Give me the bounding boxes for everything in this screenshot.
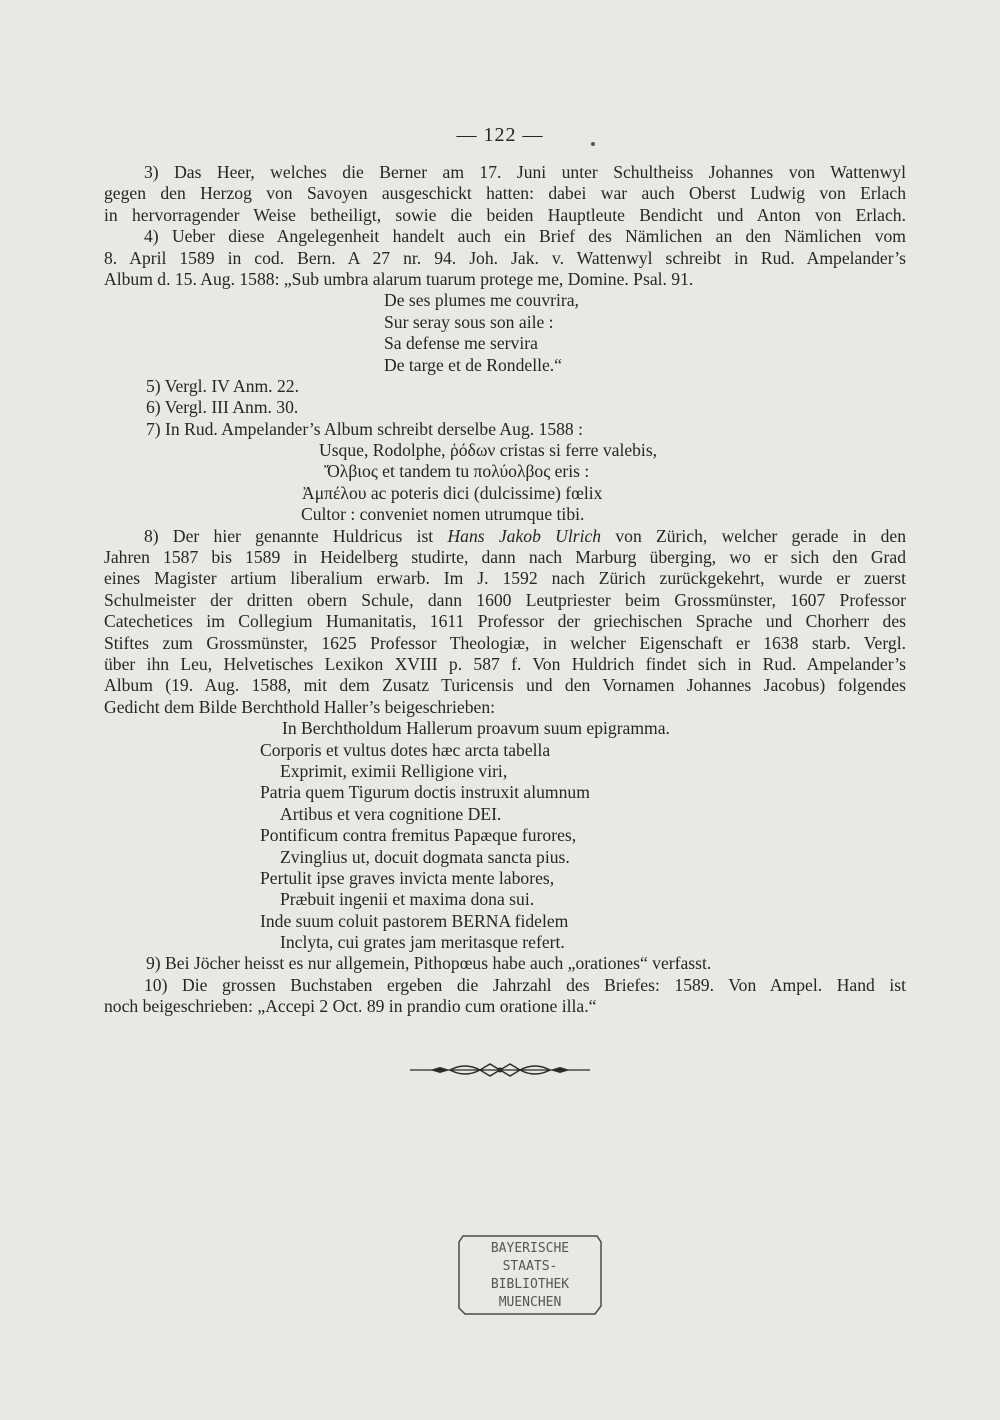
footnote-10-line-1: 10) Die grossen Buchstaben ergeben die Jahrzahl des Briefes: 1589. Von Ampel. Hand ist	[144, 974, 906, 995]
epigram-line: Pertulit ipse graves invicta mente labores,	[260, 867, 555, 888]
footnote-9: 9) Bei Jöcher heisst es nur allgemein, Pithopœus habe auch „orationes“ verfasst.	[146, 953, 712, 974]
stamp-line-3: BIBLIOTHEK	[490, 1277, 570, 1292]
footnote-3-line-3: in hervorragender Weise betheiligt, sowie die beiden Hauptleute Bendicht und Anton von Erlach.	[104, 204, 906, 225]
stamp-line-1: BAYERISCHE	[490, 1241, 570, 1256]
stamp-line-4: MUENCHEN	[498, 1295, 562, 1310]
footnote-5: 5) Vergl. IV Anm. 22.	[146, 375, 299, 396]
footnote-8-intro: 8) Der hier genannte Huldricus ist	[144, 525, 434, 546]
epigram-title: In Berchtholdum Hallerum proavum suum epigramma.	[282, 718, 670, 739]
verse-line: Ἀμπέλου ac poteris dici (dulcissime) fœlix	[302, 482, 603, 503]
footnote-8-line: Schulmeister der dritten obern Schule, dann 1600 Leutpriester beim Grossmünster, 1607 Professor	[104, 589, 906, 610]
epigram-line: Exprimit, eximii Relligione viri,	[280, 760, 508, 781]
footnote-8-line: Album (19. Aug. 1588, mit dem Zusatz Turicensis und den Vornamen Johannes Jacobus) folgendes	[104, 675, 906, 696]
footnote-10-line-2: noch beigeschrieben: „Accepi 2 Oct. 89 in prandio cum oratione illa.“	[104, 996, 597, 1017]
footnote-6: 6) Vergl. III Anm. 30.	[146, 397, 299, 418]
person-name: Hans Jakob Ulrich	[447, 525, 602, 546]
footnote-4-line-1: 4) Ueber diese Angelegenheit handelt auch ein Brief des Nämlichen an den Nämlichen vom	[144, 226, 906, 247]
epigram-line: Patria quem Tigurum doctis instruxit alumnum	[260, 782, 590, 803]
footnote-8-line: eines Magister artium liberalium erwarb. Im J. 1592 nach Zürich zurückgekehrt, wurde er zuerst	[104, 568, 906, 589]
epigram-line: Inde suum coluit pastorem BERNA fidelem	[260, 910, 569, 931]
footnote-8-line: über ihn Leu, Helvetisches Lexikon XVIII p. 587 f. Von Huldrich findet sich in Rud. Ampelander’s	[104, 653, 906, 674]
footnote-3-line-1: 3) Das Heer, welches die Berner am 17. Juni unter Schultheiss Johannes von Wattenwyl	[144, 162, 906, 182]
footnote-4-line-3: Album d. 15. Aug. 1588: „Sub umbra alarum tuarum protege me, Domine. Psal. 91.	[104, 268, 694, 289]
verse-line: Sur seray sous son aile :	[384, 311, 554, 332]
verse-line: Cultor : conveniet nomen utrumque tibi.	[301, 504, 585, 525]
verse-line: Ὄλβιος et tandem tu πολύολβος eris :	[324, 461, 590, 482]
epigram-line: Zvinglius ut, docuit dogmata sancta pius.	[280, 846, 570, 867]
footnotes-text	[104, 162, 906, 1018]
footnote-8-line: Jahren 1587 bis 1589 in Heidelberg studirte, dann nach Marburg überging, wo er sich den Grad	[104, 547, 906, 568]
page-number: — 122 —	[456, 124, 544, 146]
verse-line: Usque, Rodolphe, ῥόδων cristas si ferre valebis,	[319, 440, 658, 461]
verse-line: De ses plumes me couvrira,	[384, 290, 579, 311]
stamp-line-2: STAATS-	[502, 1259, 558, 1274]
footnote-8-line-1	[104, 526, 906, 547]
footnote-8-line: Catechetices im Collegium Humanitatis, 1611 Professor der griechischen Sprache und Chorherr des	[104, 611, 906, 632]
epigram-line: Præbuit ingenii et maxima dona sui.	[280, 889, 535, 910]
footnote-8-line: Gedicht dem Bilde Berchthold Haller’s beigeschrieben:	[104, 696, 496, 717]
footnote-3-line-2: gegen den Herzog von Savoyen ausgeschickt hatten: dabei war auch Oberst Ludwig von Erlach	[104, 183, 906, 204]
footnote-4-line-2: 8. April 1589 in cod. Bern. A 27 nr. 94. Joh. Jak. v. Wattenwyl schreibt in Rud. Ampelander’s	[104, 247, 906, 268]
epigram-line: Corporis et vultus dotes hæc arcta tabella	[260, 739, 551, 760]
epigram-line: Inclyta, cui grates jam meritasque refert.	[280, 932, 565, 953]
epigram-line: Artibus et vera cognitione DEI.	[280, 803, 502, 824]
verse-line: Sa defense me servira	[384, 333, 538, 354]
ornament-divider	[410, 1060, 590, 1080]
epigram-line: Pontificum contra fremitus Papæque furores,	[260, 825, 577, 846]
footnote-7-line-1: 7) In Rud. Ampelander’s Album schreibt derselbe Aug. 1588 :	[146, 418, 584, 439]
footnote-8-intro-end: von Zürich, welcher gerade in den	[615, 525, 906, 546]
library-stamp	[455, 1232, 605, 1318]
verse-line: De targe et de Rondelle.“	[384, 354, 562, 375]
footnote-8-line: Stiftes zum Grossmünster, 1625 Professor Theologiæ, in welcher Eigenschaft er 1638 starb. Vergl.	[104, 632, 906, 653]
